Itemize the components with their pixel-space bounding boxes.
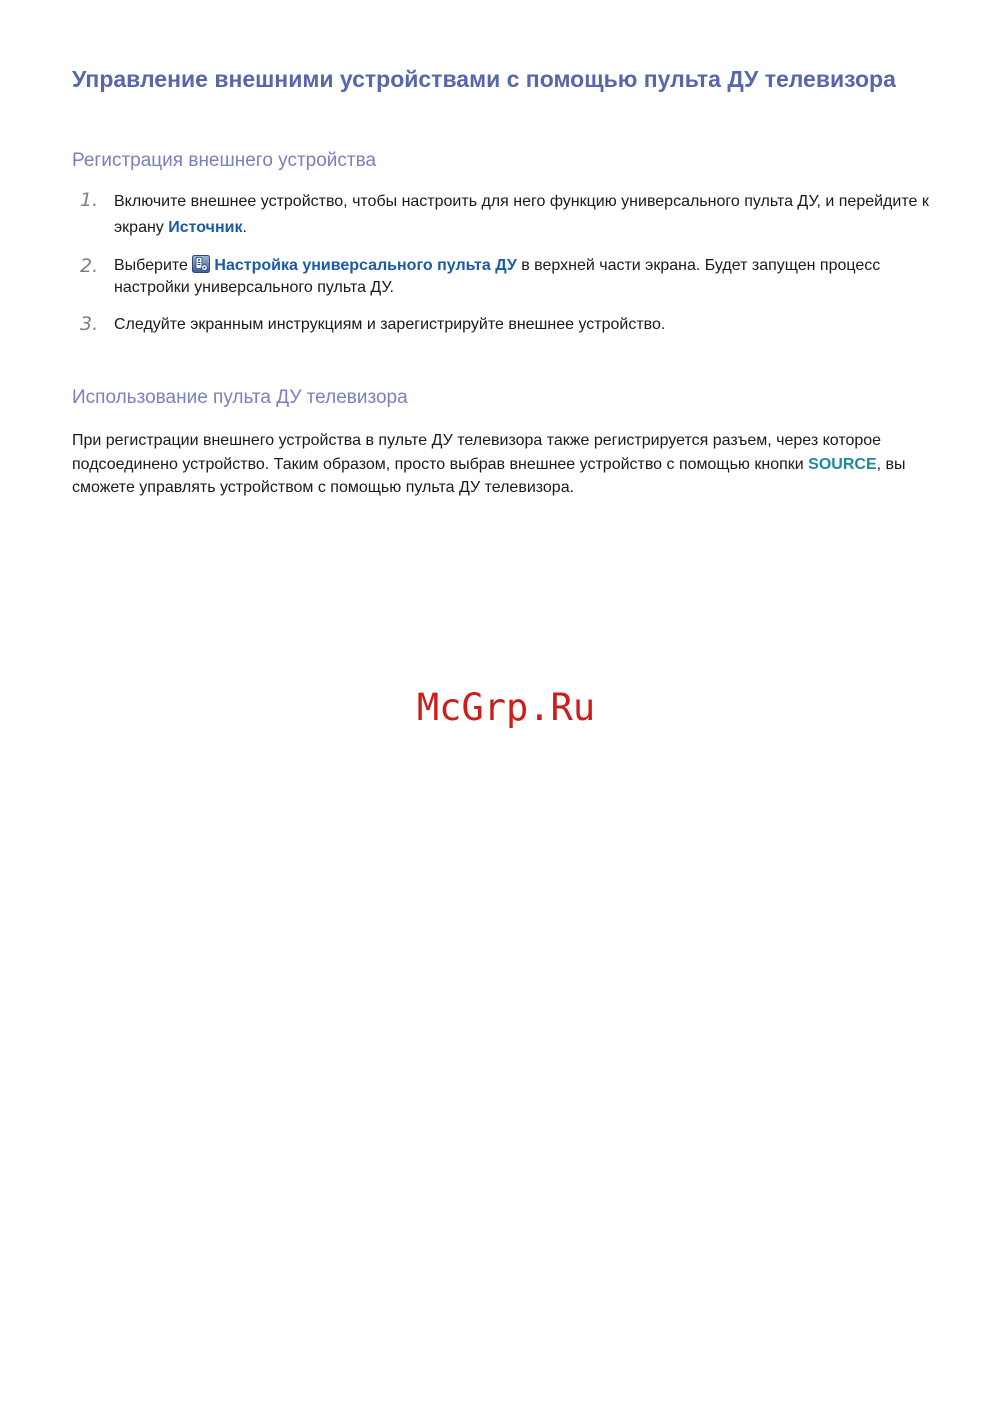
watermark: McGrp.Ru	[416, 686, 596, 729]
step-text: Выберите Настройка универсального пульта ДУ в верхней части экрана. Будет запущен процесс настройки универсального пульта ДУ.	[114, 257, 881, 296]
universal-remote-setup-icon	[192, 255, 210, 273]
list-item	[72, 255, 932, 299]
step-number: 3.	[80, 313, 99, 335]
section-heading-registration: Регистрация внешнего устройства	[72, 150, 377, 171]
step-number: 1.	[80, 189, 99, 211]
list-item	[72, 313, 932, 337]
list-item	[72, 189, 932, 241]
step-number: 2.	[80, 255, 99, 277]
usage-paragraph: При регистрации внешнего устройства в пульте ДУ телевизора также регистрируется разъем, через которое подсоединено устройство. Таким образом, просто выбрав внешнее устройство с помощью кнопки SOURCE, вы сможете управлять устройством с помощью пульта ДУ телевизора.	[72, 432, 906, 496]
registration-steps-list	[72, 189, 932, 337]
source-screen-term: Источник	[168, 219, 243, 236]
source-button-term: SOURCE	[808, 455, 877, 473]
section-heading-usage: Использование пульта ДУ телевизора	[72, 387, 408, 408]
universal-remote-setup-term: Настройка универсального пульта ДУ	[214, 257, 517, 274]
page-title: Управление внешними устройствами с помощью пульта ДУ телевизора	[72, 66, 896, 92]
step-text: Следуйте экранным инструкциям и зарегистрируйте внешнее устройство.	[114, 316, 666, 333]
step-text: Включите внешнее устройство, чтобы настроить для него функцию универсального пульта ДУ, и перейдите к экрану Источник.	[114, 193, 929, 236]
